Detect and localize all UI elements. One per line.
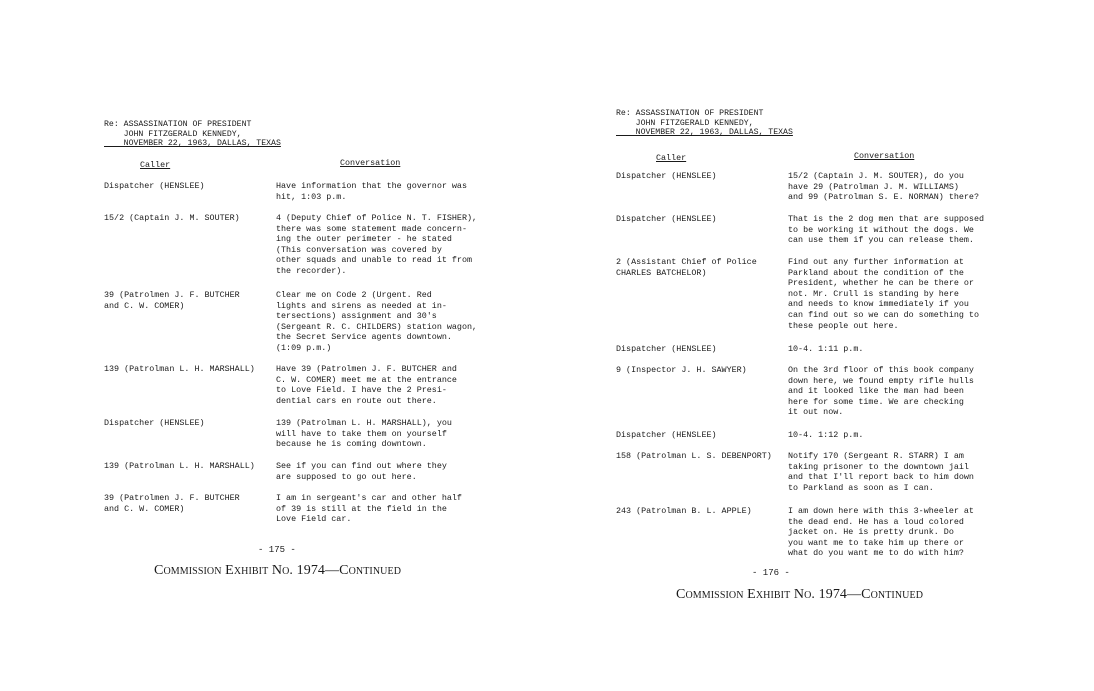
conversation: Have 39 (Patrolmen J. F. BUTCHER and C. W. COMER) meet me at the entrance to Love Field. I have the 2 Presi- dential cars en route out there. — [276, 364, 457, 406]
caller: Dispatcher (HENSLEE) — [104, 418, 205, 428]
re-line-1: Re: ASSASSINATION OF PRESIDENT — [616, 109, 764, 118]
caller: Dispatcher (HENSLEE) — [616, 171, 717, 181]
caller-header: Caller — [140, 160, 171, 170]
caller-header: Caller — [656, 153, 687, 163]
caller: 158 (Patrolman L. S. DEBENPORT) — [616, 451, 772, 461]
conversation: I am in sergeant's car and other half of 39 is still at the field in the Love Field car. — [276, 493, 462, 525]
re-heading — [104, 120, 281, 149]
conversation: That is the 2 dog men that are supposed to be working it without the dogs. We can use them if you can release them. — [788, 214, 985, 246]
caller: 15/2 (Captain J. M. SOUTER) — [104, 213, 240, 223]
caller: Dispatcher (HENSLEE) — [616, 430, 717, 440]
re-line-2: JOHN FITZGERALD KENNEDY, — [104, 129, 242, 139]
re-heading — [616, 109, 793, 138]
page-number: - 175 - — [258, 545, 296, 555]
conversation: On the 3rd floor of this book company down here, we found empty rifle hulls and it looked like the man had been here for some time. We are checking it out now. — [788, 365, 974, 418]
conversation: See if you can find out where they are supposed to go out here. — [276, 461, 447, 482]
caller: Dispatcher (HENSLEE) — [616, 344, 717, 354]
conversation: 4 (Deputy Chief of Police N. T. FISHER), there was some statement made concern- ing the outer perimeter - he stated (This conversation was covered by other squads and unable to read it from the recorder). — [276, 213, 478, 276]
caller: 9 (Inspector J. H. SAWYER) — [616, 365, 747, 375]
caller: Dispatcher (HENSLEE) — [104, 181, 205, 191]
caller: 2 (Assistant Chief of Police CHARLES BATCHELOR) — [616, 257, 757, 278]
caller: 139 (Patrolman L. H. MARSHALL) — [104, 364, 255, 374]
caller: 39 (Patrolmen J. F. BUTCHER and C. W. COMER) — [104, 493, 240, 514]
re-line-3: NOVEMBER 22, 1963, DALLAS, TEXAS — [104, 139, 281, 149]
caller: 139 (Patrolman L. H. MARSHALL) — [104, 461, 255, 471]
conversation: 15/2 (Captain J. M. SOUTER), do you have 29 (Patrolman J. M. WILLIAMS) and 99 (Patrolman S. E. NORMAN) there? — [788, 171, 979, 203]
conversation: 139 (Patrolman L. H. MARSHALL), you will have to take them on yourself because he is coming downtown. — [276, 418, 452, 450]
exhibit-caption: Commission Exhibit No. 1974—Continued — [154, 563, 402, 578]
conversation-header: Conversation — [854, 151, 915, 161]
caller: 39 (Patrolmen J. F. BUTCHER and C. W. COMER) — [104, 290, 240, 311]
exhibit-caption: Commission Exhibit No. 1974—Continued — [676, 587, 924, 602]
conversation: 10-4. 1:11 p.m. — [788, 344, 864, 354]
conversation: 10-4. 1:12 p.m. — [788, 430, 864, 440]
caller: Dispatcher (HENSLEE) — [616, 214, 717, 224]
conversation: I am down here with this 3-wheeler at the dead end. He has a loud colored jacket on. He is pretty drunk. Do you want me to take him up there or what do you want me to do with him? — [788, 506, 974, 559]
conversation: Have information that the governor was hit, 1:03 p.m. — [276, 181, 467, 202]
re-line-3: NOVEMBER 22, 1963, DALLAS, TEXAS — [616, 128, 793, 138]
conversation: Clear me on Code 2 (Urgent. Red lights and sirens as needed at in- tersections) assignment and 30's (Sergeant R. C. CHILDERS) station wagon, the Secret Service agents downtown. (1:09 p.m.) — [276, 290, 478, 353]
page-number: - 176 - — [752, 568, 790, 578]
re-line-2: JOHN FITZGERALD KENNEDY, — [616, 118, 754, 128]
re-line-1: Re: ASSASSINATION OF PRESIDENT — [104, 120, 252, 129]
conversation: Notify 170 (Sergeant R. STARR) I am taking prisoner to the downtown jail and that I'll report back to him down to Parkland as soon as I can. — [788, 451, 974, 493]
caller: 243 (Patrolman B. L. APPLE) — [616, 506, 752, 516]
conversation: Find out any further information at Parkland about the condition of the President, whether he can be there or not. Mr. Crull is standing by here and needs to know immediately if you can find out so we can do something to these people out here. — [788, 257, 979, 331]
conversation-header: Conversation — [340, 158, 401, 168]
